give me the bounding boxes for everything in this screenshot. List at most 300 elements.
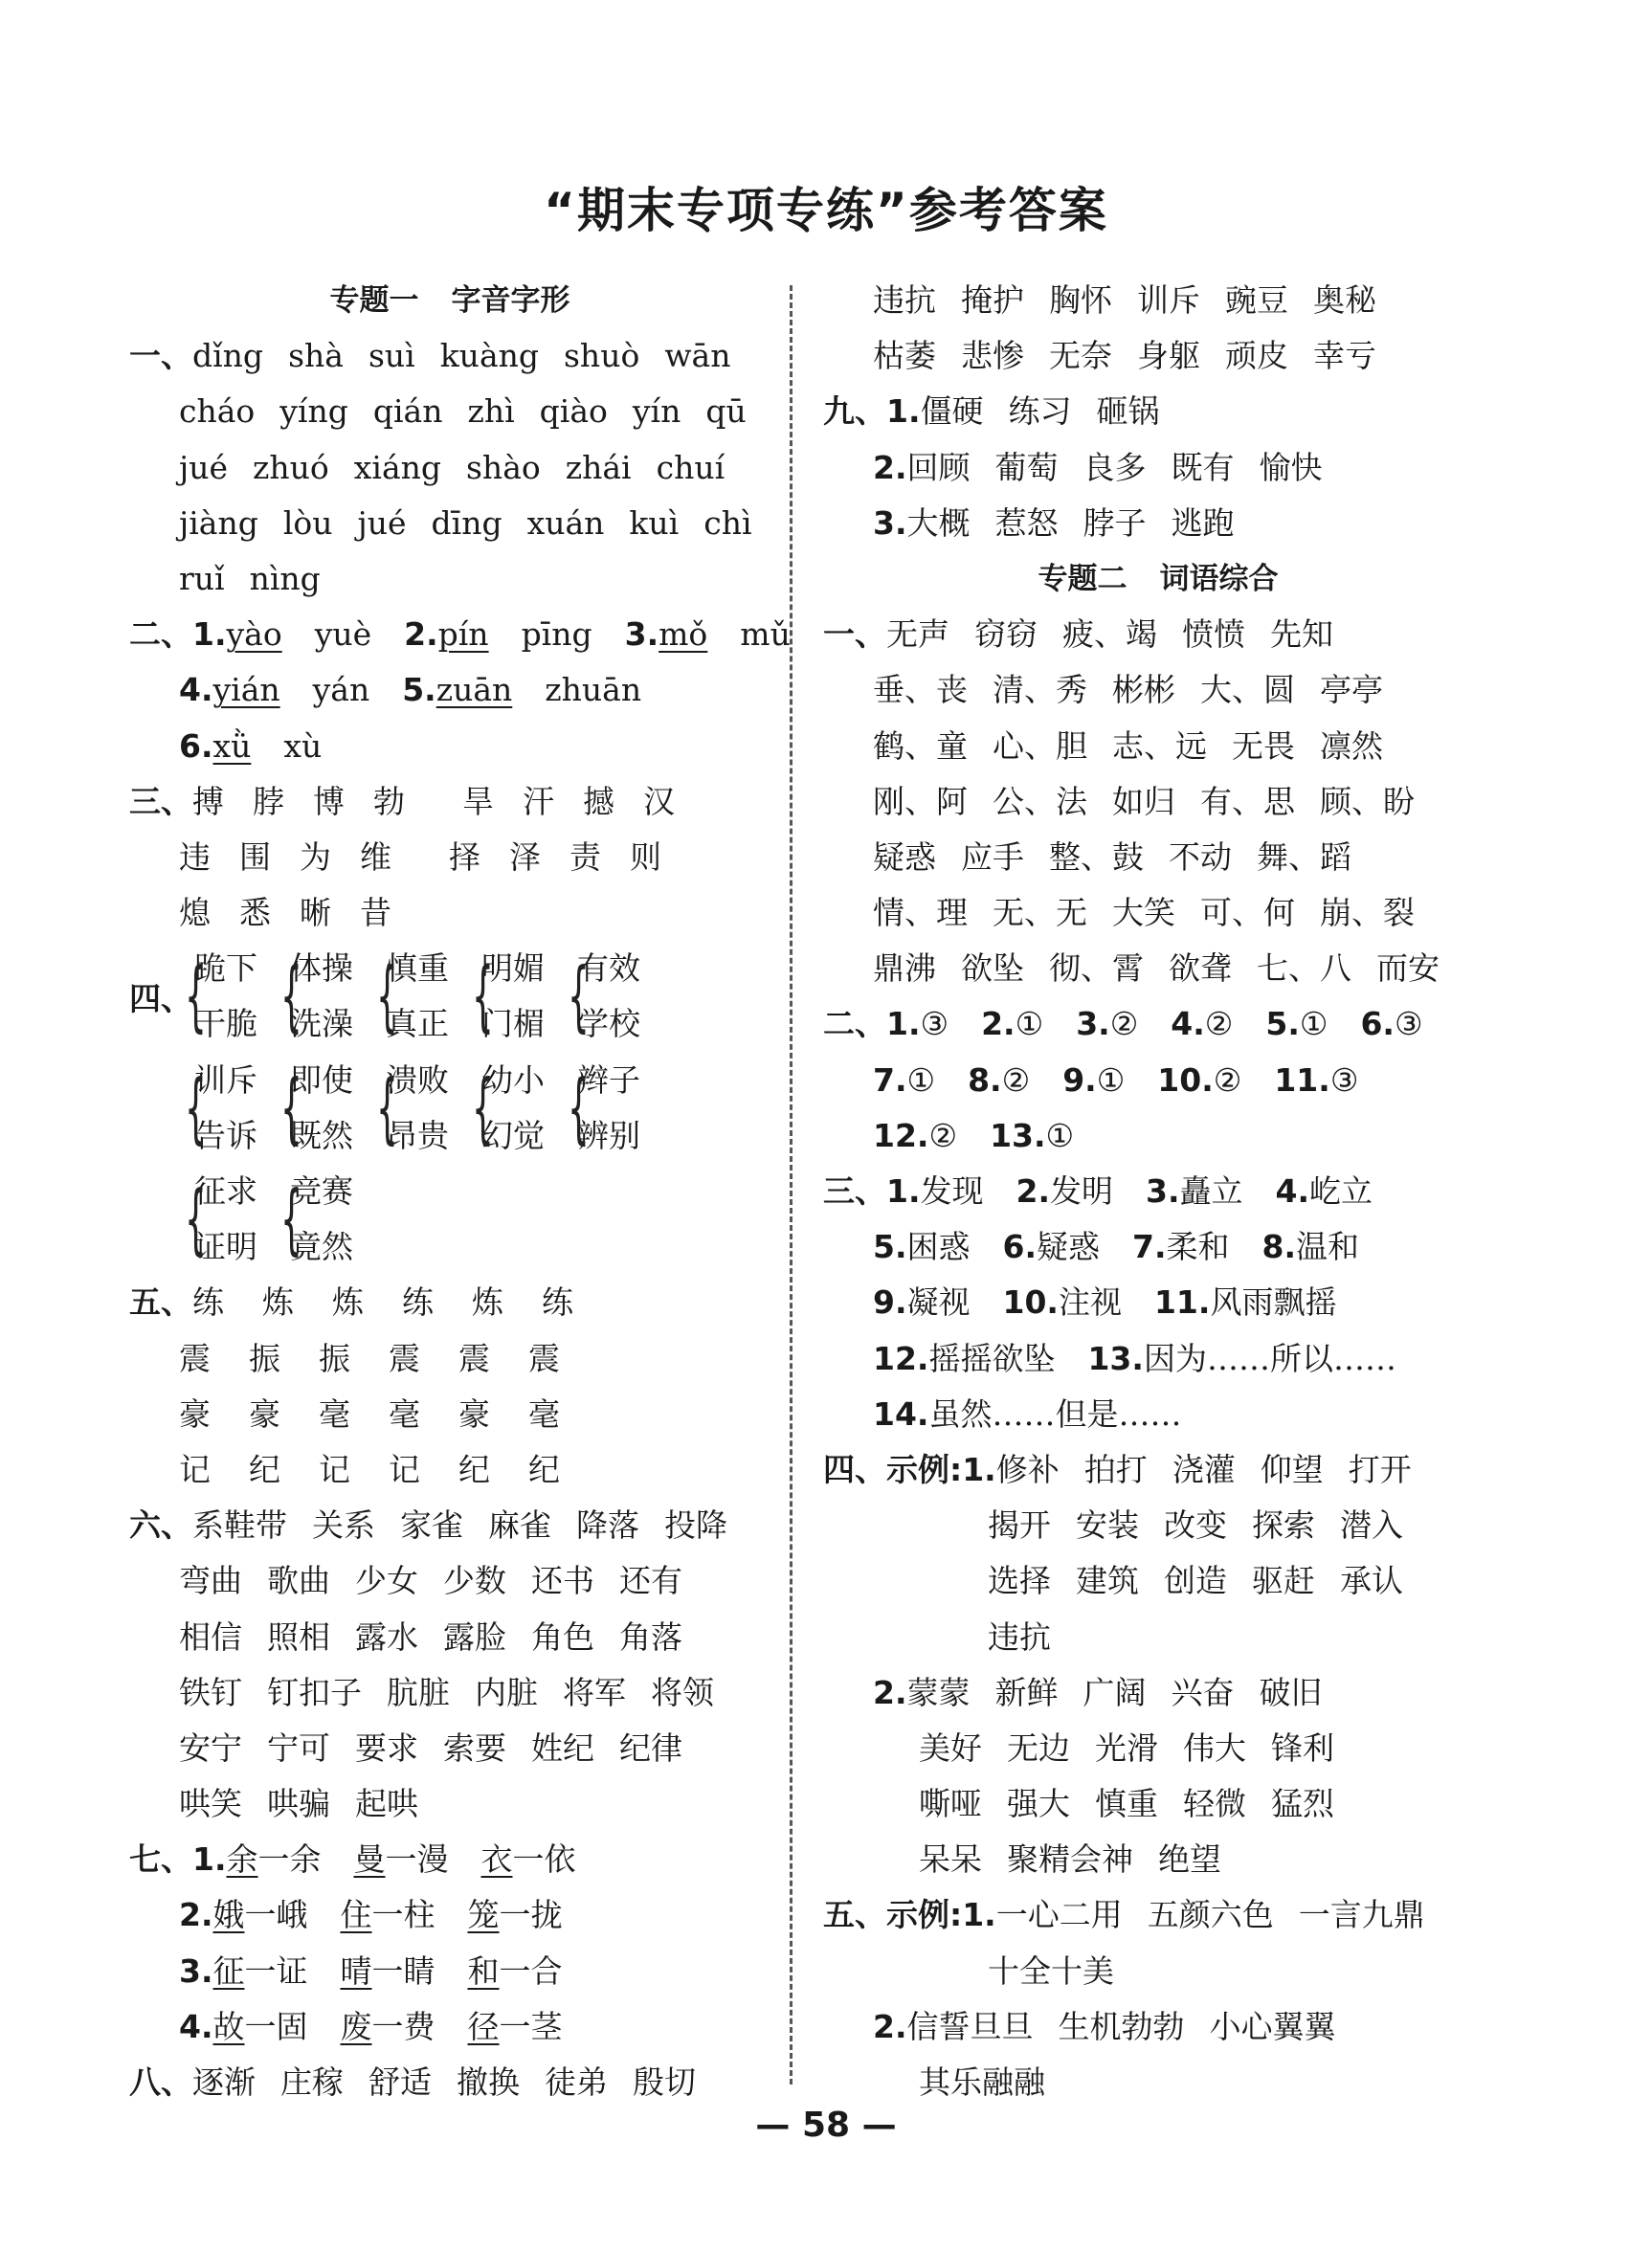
item-number: 10. [1157, 1060, 1214, 1099]
answer-word: 降落 [576, 1506, 639, 1545]
item-number: 9. [873, 1283, 907, 1322]
brace-icon: { [568, 1062, 590, 1152]
answer-word: 要求 [355, 1728, 418, 1767]
answer-word: 撤换 [457, 2063, 520, 2102]
answer-line [823, 830, 1493, 885]
answer-line [823, 1275, 1493, 1330]
answer-word: nìng [249, 559, 321, 597]
answer-word: 真正 [386, 1005, 449, 1043]
answer-word: yíng [279, 392, 348, 431]
brace-icon: { [568, 951, 590, 1041]
answer-choice: ③ [920, 1005, 949, 1043]
underlined-char: 余 [226, 1840, 258, 1879]
item-number: 2. [404, 615, 438, 654]
answer-word: 愉快 [1259, 448, 1323, 486]
answer-word: 锋利 [1271, 1728, 1334, 1767]
answer-word: 竟然 [290, 1228, 353, 1266]
answer-word: ruǐ [179, 559, 225, 597]
answer-word: 一言九鼎 [1298, 1896, 1425, 1934]
answer-word: 美好 [919, 1728, 982, 1767]
answer-word: 惹怒 [994, 503, 1059, 542]
answer-word: 宁可 [267, 1728, 330, 1767]
answer-word: 修补 [995, 1450, 1060, 1488]
item-number: 1. [962, 1896, 996, 1934]
answer-word: qiào [539, 392, 608, 431]
pair-rest: 一拢 [499, 1896, 563, 1934]
answer-word: dīng [431, 503, 502, 542]
question-label: 五、示例: [823, 1896, 963, 1934]
answer-word: 麻雀 [488, 1506, 551, 1545]
answer-char: 汗 [523, 782, 554, 820]
item-number: 1. [192, 615, 227, 654]
answer-word: 凝视 [906, 1283, 971, 1322]
section-name: 词语综合 [1159, 561, 1279, 596]
answer-word: 哄笑 [179, 1785, 242, 1823]
answer-line [823, 1219, 1493, 1275]
answer-char: 博 [313, 782, 345, 820]
answer-line [129, 384, 770, 439]
answer-word: 探索 [1252, 1506, 1315, 1545]
left-column [129, 273, 791, 2110]
answer-word: 姓纪 [531, 1728, 594, 1767]
answer-word: 整、鼓 [1049, 837, 1144, 876]
brace-icon: { [376, 1062, 398, 1152]
answer-char: 围 [239, 837, 271, 876]
item-number: 6. [1360, 1005, 1395, 1043]
answer-word: 聚精会神 [1007, 1840, 1133, 1879]
answer-word: 将领 [651, 1673, 714, 1711]
section-heading [823, 551, 1493, 607]
answer-word: 打开 [1348, 1450, 1412, 1488]
item-number: 1. [192, 1840, 227, 1879]
answer-word: 枯萎 [873, 337, 936, 375]
answer-line [129, 1553, 770, 1609]
pair-rest: 一费 [371, 2007, 435, 2045]
answer-word: 安宁 [179, 1728, 242, 1767]
question-label: 五、 [129, 1283, 192, 1322]
answer-word: 殷切 [633, 2063, 696, 2102]
brace-row [129, 1053, 770, 1164]
answer-word: 欲坠 [961, 949, 1024, 988]
answer-line [823, 1887, 1493, 1943]
answer-word: 悲惨 [961, 337, 1024, 375]
item-number: 3. [1146, 1172, 1180, 1210]
answer-word: 门楣 [481, 1005, 545, 1043]
answer-word: 索要 [443, 1728, 506, 1767]
item-number: 12. [873, 1116, 929, 1154]
answer-word: 公、法 [993, 782, 1087, 820]
answer-line [823, 1999, 1493, 2055]
answer-choice: ② [1213, 1060, 1242, 1099]
answer-word: zhì [467, 392, 515, 431]
answer-word: 蒙蒙 [906, 1673, 971, 1711]
answer-word: 既有 [1171, 448, 1235, 486]
answer-choice: ② [1001, 1060, 1031, 1099]
answer-word: 洗澡 [290, 1005, 353, 1043]
answer-char: 熄 [179, 894, 211, 932]
answer-line [129, 1887, 770, 1943]
answer-word: 振 [249, 1339, 280, 1377]
item-number: 13. [990, 1116, 1046, 1154]
answer-word: 疑惑 [873, 837, 936, 876]
item-number: 2. [873, 1673, 907, 1711]
question-label: 一、 [129, 337, 192, 375]
answer-word: 振 [319, 1339, 350, 1377]
answer-word: 豪 [179, 1394, 211, 1433]
answer-word: 猛烈 [1271, 1785, 1334, 1823]
item-number: 5. [873, 1228, 907, 1266]
answer-word: 有、思 [1200, 782, 1295, 820]
answer-word: 训斥 [194, 1060, 257, 1099]
underlined-char: 晴 [340, 1951, 372, 1990]
answer-line [823, 2055, 1493, 2110]
answer-line [129, 1832, 770, 1887]
answer-word: 哄骗 [267, 1785, 330, 1823]
answer-word: 欲聋 [1169, 949, 1232, 988]
answer-word: 露水 [355, 1617, 418, 1656]
answer-word: 肮脏 [387, 1673, 450, 1711]
pinyin-correct: xǜ [212, 726, 252, 765]
pair-rest: 一余 [257, 1840, 322, 1879]
answer-word: 五颜六色 [1147, 1896, 1274, 1934]
item-number: 1. [886, 1172, 921, 1210]
answer-line [823, 1387, 1493, 1442]
answer-word: 轻微 [1183, 1785, 1246, 1823]
answer-word: xiáng [353, 448, 441, 486]
answer-choice: ③ [1329, 1060, 1359, 1099]
underlined-char: 故 [212, 2007, 245, 2045]
answer-word: 练习 [1008, 392, 1072, 431]
section-heading [129, 273, 770, 328]
answer-word: 不动 [1169, 837, 1232, 876]
answer-char: 悉 [239, 894, 271, 932]
pinyin-option: pīng [521, 615, 592, 654]
answer-line [823, 996, 1493, 1052]
answer-word: 炼 [332, 1283, 364, 1322]
item-number: 13. [1087, 1339, 1144, 1377]
answer-word: 彻、霄 [1049, 949, 1144, 988]
item-number: 7. [1132, 1228, 1167, 1266]
answer-line [823, 1944, 1493, 1999]
answer-word: 强大 [1007, 1785, 1070, 1823]
answer-line [823, 662, 1493, 718]
answer-word: 仰望 [1260, 1450, 1324, 1488]
answer-word: 奥秘 [1313, 281, 1376, 319]
answer-word: 柔和 [1166, 1228, 1230, 1266]
pinyin-option: yuè [314, 615, 372, 654]
answer-word: 幻觉 [481, 1116, 545, 1154]
answer-word: 兴奋 [1171, 1673, 1235, 1711]
item-number: 2. [981, 1005, 1016, 1043]
answer-word: 鼎沸 [873, 949, 936, 988]
answer-word: 承认 [1340, 1562, 1403, 1600]
pair-rest: 一证 [244, 1951, 308, 1990]
answer-word: 震 [389, 1339, 420, 1377]
question-label: 一、 [823, 615, 886, 654]
answer-line [129, 1498, 770, 1553]
answer-word: 大、圆 [1200, 671, 1295, 709]
answer-word: 学校 [577, 1005, 640, 1043]
answer-word: 少女 [355, 1562, 418, 1600]
answer-word: 相信 [179, 1617, 242, 1656]
answer-word: 跪下 [194, 949, 257, 988]
item-number: 9. [1062, 1060, 1097, 1099]
answer-word: 无畏 [1232, 726, 1295, 765]
answer-word: 摇摇欲坠 [928, 1339, 1056, 1377]
char-pair [468, 1944, 563, 1999]
item-number: 2. [179, 1896, 213, 1934]
answer-word: 照相 [267, 1617, 330, 1656]
answer-line [823, 1053, 1493, 1108]
answer-word: 弯曲 [179, 1562, 242, 1600]
answer-char: 旱 [462, 782, 494, 820]
answer-word: 纪 [528, 1450, 560, 1488]
pinyin-correct: mǒ [659, 615, 708, 654]
answer-word: 建筑 [1076, 1562, 1139, 1600]
item-number: 4. [179, 2007, 213, 2045]
answer-word: zhuó [253, 448, 329, 486]
underlined-char: 衣 [480, 1840, 513, 1879]
answer-line [129, 1275, 770, 1330]
answer-word: shào [466, 448, 541, 486]
answer-char: 维 [360, 837, 391, 876]
answer-word: 有效 [577, 949, 640, 988]
answer-line [129, 1999, 770, 2055]
answer-word: 记 [319, 1450, 350, 1488]
brace-group [275, 941, 353, 1052]
pair-rest: 一茎 [499, 2007, 563, 2045]
answer-word: 舞、蹈 [1257, 837, 1351, 876]
answer-line [129, 1944, 770, 1999]
answer-line [823, 1164, 1493, 1219]
answer-word: 露脸 [443, 1617, 506, 1656]
answer-word: 无边 [1007, 1728, 1070, 1767]
char-pair [354, 1832, 449, 1887]
answer-word: 违抗 [873, 281, 936, 319]
answer-line [129, 830, 770, 885]
brace-group [179, 941, 257, 1052]
brace-icon: { [280, 951, 302, 1041]
brace-icon: { [472, 1062, 494, 1152]
brace-group [179, 1053, 257, 1164]
answer-word: 逐渐 [192, 2063, 256, 2102]
item-number: 14. [873, 1394, 929, 1433]
answer-word: 无奈 [1049, 337, 1112, 375]
answer-word: 幸亏 [1313, 337, 1376, 375]
brace-group [179, 1164, 257, 1275]
question-label: 六、 [129, 1506, 192, 1545]
answer-word: 无、无 [993, 894, 1087, 932]
page-title: “期末专项专练”参考答案 [544, 183, 1108, 238]
pinyin-option: zhuān [545, 671, 642, 709]
item-number: 11. [1153, 1283, 1211, 1322]
answer-word: lòu [282, 503, 333, 542]
answer-choice: ① [1299, 1005, 1328, 1043]
underlined-char: 住 [340, 1896, 372, 1934]
answer-char: 为 [300, 837, 331, 876]
answer-line [129, 2055, 770, 2110]
answer-word: 胸怀 [1049, 281, 1112, 319]
answer-word: 震 [179, 1339, 211, 1377]
answer-word: chuí [656, 448, 726, 486]
brace-group [466, 941, 545, 1052]
answer-word: 豌豆 [1225, 281, 1288, 319]
underlined-char: 废 [340, 2007, 372, 2045]
answer-word: 既然 [290, 1116, 353, 1154]
question-label: 九、 [823, 392, 886, 431]
answer-word: 回顾 [906, 448, 971, 486]
answer-word: 选择 [988, 1562, 1051, 1600]
brace-icon: { [280, 1174, 302, 1264]
answer-word: 矗立 [1179, 1172, 1243, 1210]
answer-word: 违抗 [988, 1617, 1051, 1656]
item-number: 3. [624, 615, 659, 654]
answer-line [823, 1331, 1493, 1387]
answer-line [823, 440, 1493, 496]
question-label: 七、 [129, 1840, 192, 1879]
answer-word: 良多 [1083, 448, 1147, 486]
answer-word: chì [703, 503, 752, 542]
answer-word: jué [357, 503, 407, 542]
pair-rest: 一峨 [244, 1896, 308, 1934]
answer-char: 泽 [509, 837, 541, 876]
answer-word: 慎重 [1095, 1785, 1158, 1823]
char-pair [227, 1832, 322, 1887]
answer-word: 少数 [443, 1562, 506, 1600]
answer-line [129, 1387, 770, 1442]
answer-word: 角色 [531, 1617, 594, 1656]
answer-word: 炼 [472, 1283, 503, 1322]
char-pair [213, 1999, 308, 2055]
answer-word: 潜入 [1340, 1506, 1403, 1545]
answer-char: 责 [569, 837, 601, 876]
item-number: 1. [886, 1005, 921, 1043]
answer-line [823, 1553, 1493, 1609]
answer-line [129, 440, 770, 496]
answer-word: suì [368, 337, 415, 375]
answer-word: 广阔 [1083, 1673, 1147, 1711]
pair-rest: 一合 [499, 1951, 563, 1990]
answer-word: 明媚 [481, 949, 545, 988]
answer-word: 系鞋带 [192, 1506, 287, 1545]
answer-word: shà [288, 337, 344, 375]
answer-word: 身躯 [1137, 337, 1200, 375]
item-number: 11. [1274, 1060, 1330, 1099]
answer-line [129, 1721, 770, 1776]
item-number: 2. [873, 2007, 907, 2045]
answer-word: 如归 [1112, 782, 1175, 820]
answer-word: 还书 [531, 1562, 594, 1600]
char-pair [213, 1887, 308, 1943]
answer-choice: ① [1096, 1060, 1126, 1099]
pinyin-option: xù [283, 726, 323, 765]
answer-word: 志、远 [1112, 726, 1207, 765]
answer-word: 慎重 [386, 949, 449, 988]
answer-word: qián [372, 392, 443, 431]
answer-char: 昔 [360, 894, 391, 932]
answer-word: 生机勃勃 [1058, 2007, 1185, 2045]
underlined-char: 和 [467, 1951, 500, 1990]
section-name: 字音字形 [451, 283, 570, 318]
answer-char: 则 [630, 837, 661, 876]
answer-line [823, 1832, 1493, 1887]
answer-word: 僵硬 [920, 392, 984, 431]
item-number: 1. [962, 1450, 996, 1488]
answer-word: 新鲜 [994, 1673, 1059, 1711]
answer-word: 舒适 [368, 2063, 432, 2102]
answer-word: 内脏 [475, 1673, 538, 1711]
item-number: 10. [1002, 1283, 1059, 1322]
answer-char: 择 [449, 837, 480, 876]
brace-group [370, 1053, 449, 1164]
pinyin-option: yán [312, 671, 370, 709]
answer-word: 发现 [920, 1172, 984, 1210]
answer-word: 先知 [1270, 615, 1333, 654]
answer-word: 困惑 [906, 1228, 971, 1266]
answer-word: 逃跑 [1171, 503, 1235, 542]
section-number: 专题一 [329, 283, 419, 318]
answer-word: 风雨飘摇 [1210, 1283, 1337, 1322]
answer-word: 证明 [194, 1228, 257, 1266]
answer-choice: ③ [1394, 1005, 1423, 1043]
answer-word: 疲、竭 [1062, 615, 1157, 654]
answer-word: 练 [192, 1283, 224, 1322]
answer-line [823, 1776, 1493, 1832]
answer-choice: ② [1204, 1005, 1234, 1043]
answer-word: 豪 [249, 1394, 280, 1433]
answer-line [129, 1610, 770, 1665]
answer-word: 信誓旦旦 [906, 2007, 1034, 2045]
answer-choice: ① [1015, 1005, 1044, 1043]
answer-word: 窃窃 [974, 615, 1038, 654]
answer-word: 钉扣子 [267, 1673, 362, 1711]
answer-line [823, 496, 1493, 551]
answer-line [823, 719, 1493, 774]
char-pair [341, 1887, 435, 1943]
answer-choice: ② [1109, 1005, 1139, 1043]
answer-word: 七、八 [1257, 949, 1351, 988]
answer-char: 脖 [253, 782, 284, 820]
answer-char: 晰 [300, 894, 331, 932]
answer-word: 体操 [290, 949, 353, 988]
answer-word: jiàng [179, 503, 258, 542]
question-label: 三、 [129, 782, 192, 820]
answer-word: 训斥 [1137, 281, 1200, 319]
question-label: 四、 [129, 979, 192, 1017]
answer-word: kuàng [439, 337, 539, 375]
answer-word: 铁钉 [179, 1673, 242, 1711]
answer-word: 记 [389, 1450, 420, 1488]
answer-word: 毫 [389, 1394, 420, 1433]
answer-word: 注视 [1058, 1283, 1122, 1322]
answer-word: 疑惑 [1037, 1228, 1100, 1266]
answer-line [129, 496, 770, 551]
answer-line [823, 774, 1493, 830]
answer-word: 情、理 [873, 894, 968, 932]
answer-word: 因为……所以…… [1143, 1339, 1396, 1377]
answer-word: 豪 [458, 1394, 490, 1433]
underlined-char: 曼 [353, 1840, 386, 1879]
answer-word: 震 [528, 1339, 560, 1377]
answer-word: 还有 [619, 1562, 682, 1600]
answer-word: 拍打 [1083, 1450, 1148, 1488]
brace-icon: { [185, 1174, 207, 1264]
answer-word: 昂贵 [386, 1116, 449, 1154]
answer-word: 屹立 [1309, 1172, 1373, 1210]
answer-word: 即使 [290, 1060, 353, 1099]
item-number: 2. [1016, 1172, 1050, 1210]
brace-group [275, 1164, 353, 1275]
